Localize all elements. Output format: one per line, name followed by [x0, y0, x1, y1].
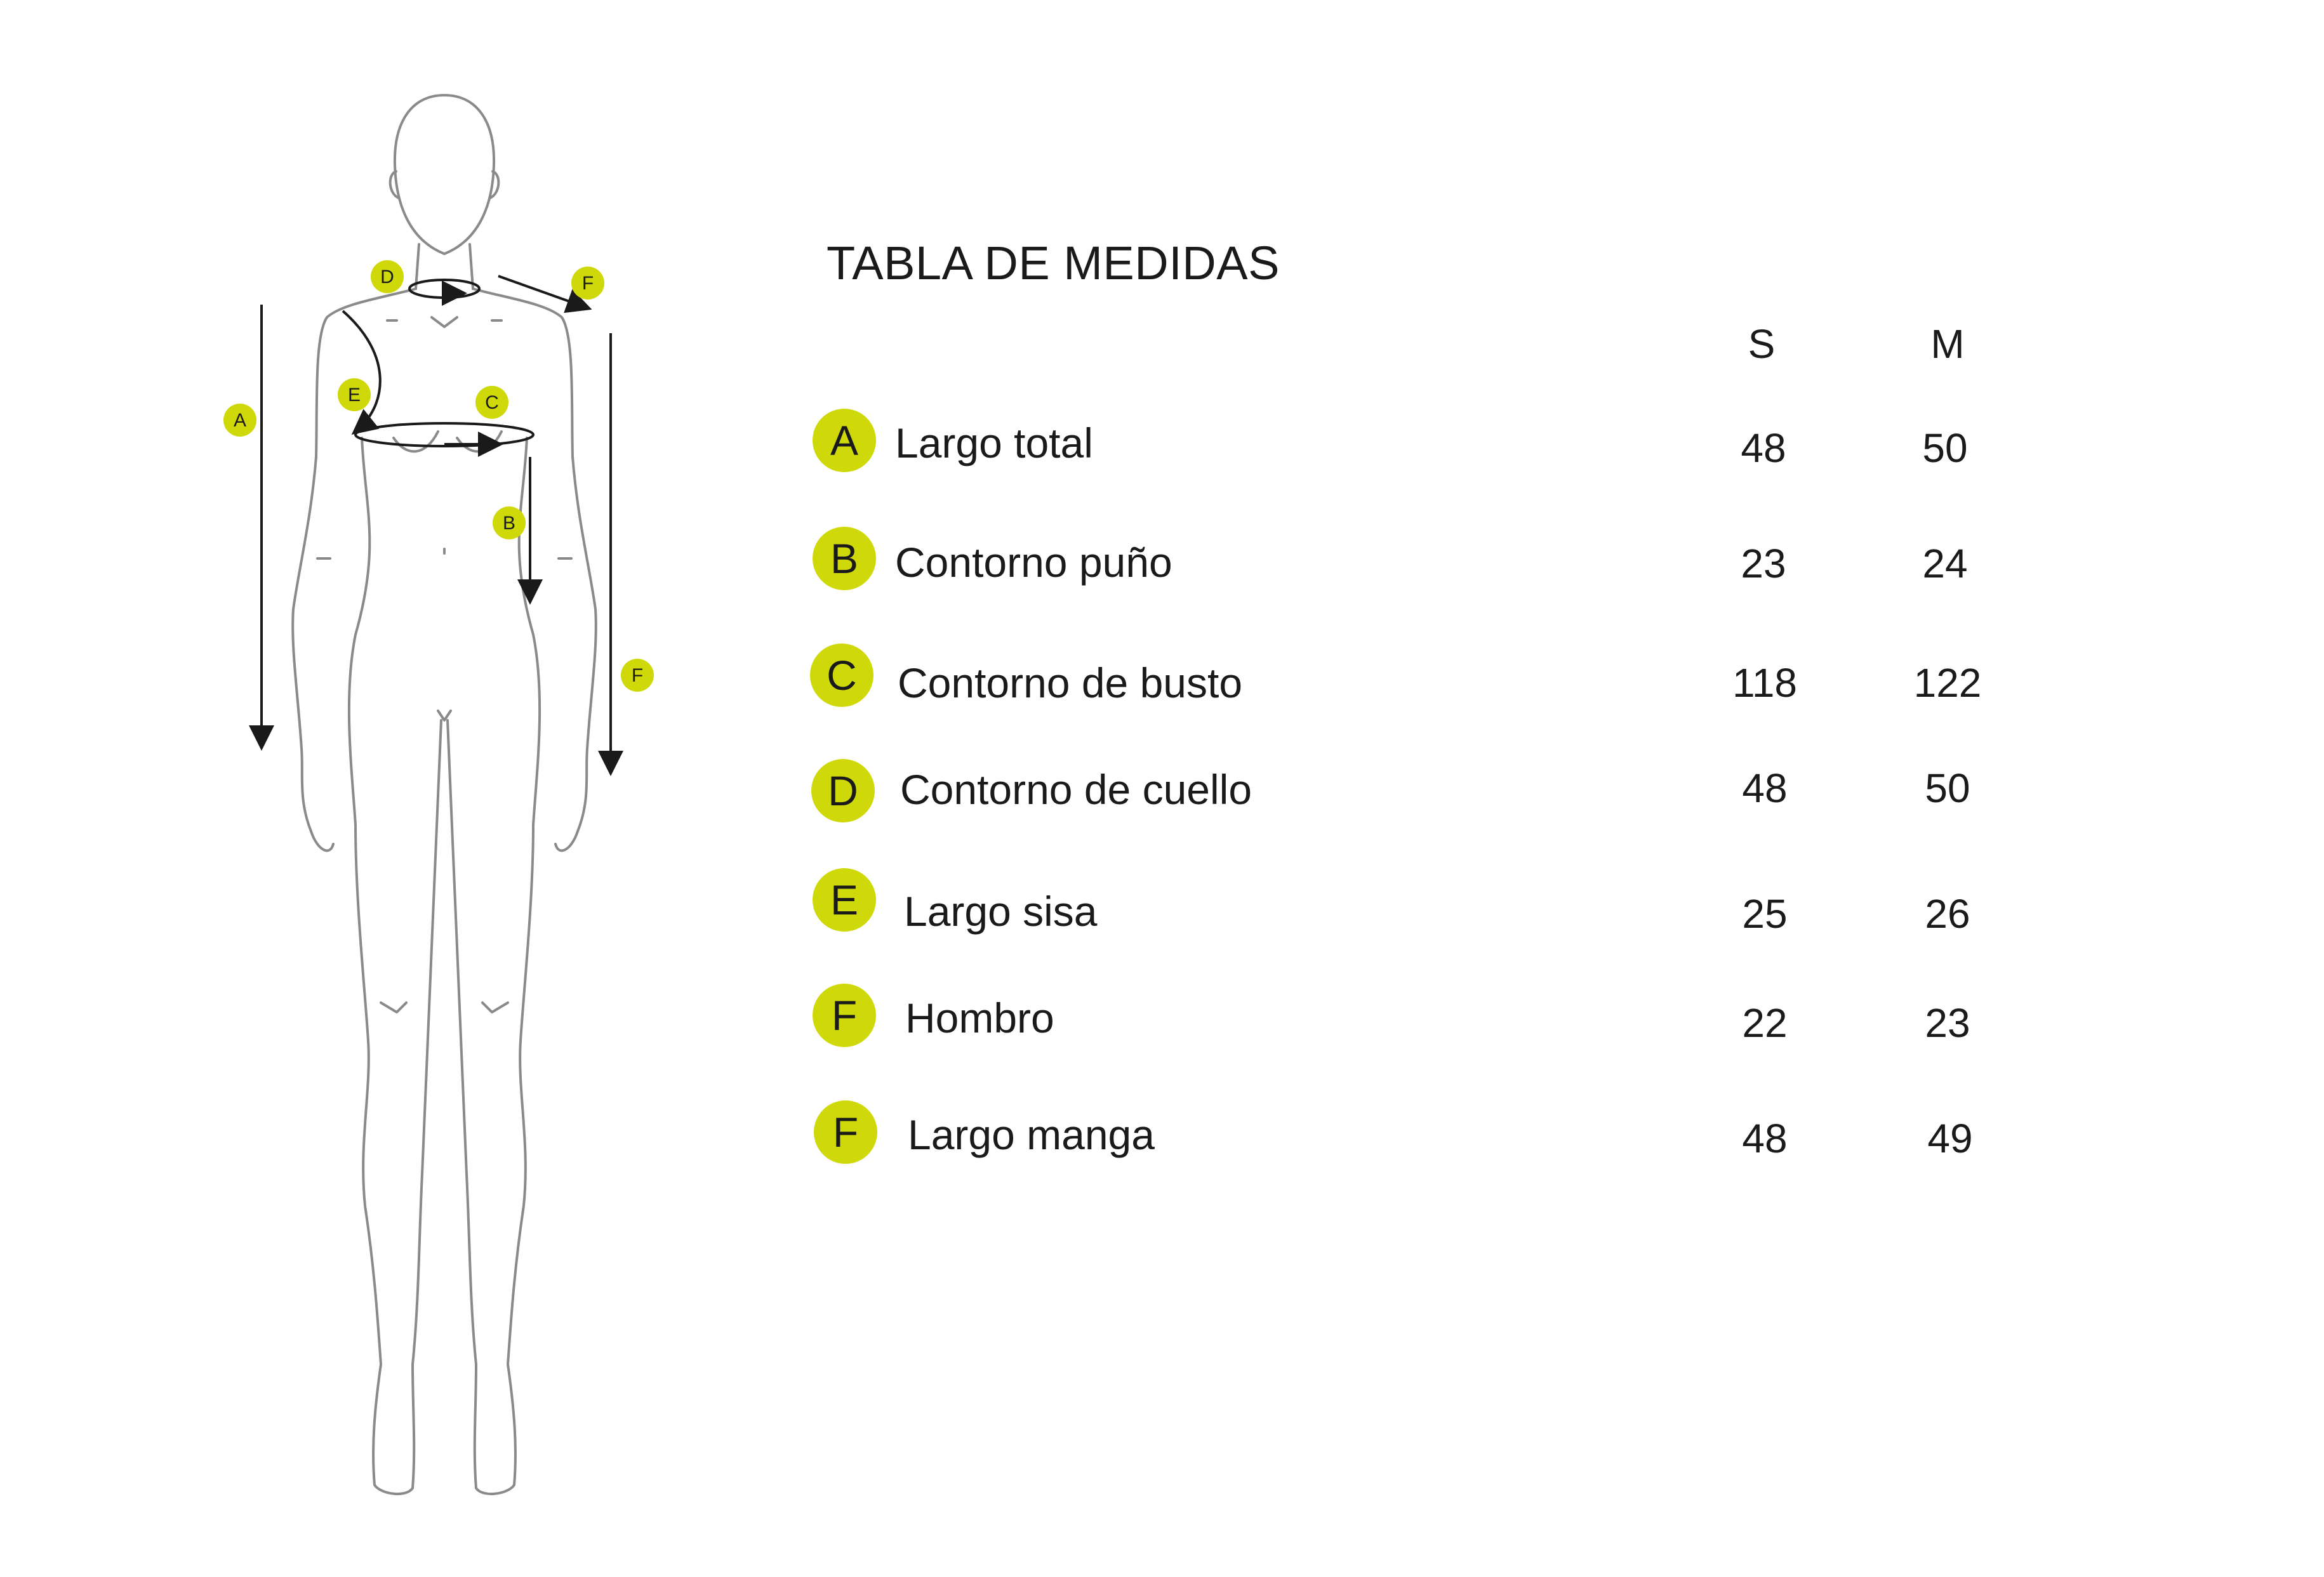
- body-figure: [0, 0, 711, 1574]
- figure-marker-e: [338, 378, 371, 411]
- figure-marker-c: [475, 386, 508, 419]
- value-m: 49: [1927, 1116, 1973, 1161]
- figure-marker-f-shoulder: [571, 267, 604, 300]
- value-s: 48: [1741, 425, 1786, 471]
- value-m: 26: [1925, 891, 1970, 937]
- row-letter-badge: F: [813, 984, 876, 1047]
- svg-text:D: D: [380, 267, 394, 287]
- row-label: Largo total: [895, 419, 1093, 466]
- value-m: 23: [1925, 1000, 1970, 1046]
- svg-text:C: C: [485, 392, 499, 413]
- row-letter-badge: D: [811, 759, 875, 822]
- value-s: 25: [1742, 891, 1788, 937]
- row-label: Contorno puño: [895, 539, 1172, 586]
- row-letter-badge: C: [810, 643, 873, 707]
- row-label: Contorno de busto: [898, 659, 1243, 706]
- svg-text:F: F: [631, 665, 644, 686]
- svg-text:B: B: [502, 513, 516, 534]
- svg-text:E: E: [347, 385, 361, 406]
- figure-marker-b: [493, 506, 526, 539]
- row-label: Hombro: [905, 994, 1054, 1041]
- value-s: 118: [1732, 660, 1798, 706]
- row-letter-badge: B: [813, 527, 876, 590]
- row-letter-badge: A: [813, 409, 876, 472]
- value-s: 48: [1742, 1116, 1788, 1161]
- body-outline: [293, 95, 596, 1494]
- value-s: 22: [1742, 1000, 1788, 1046]
- column-header-m: M: [1930, 321, 1965, 367]
- row-label: Contorno de cuello: [900, 766, 1252, 813]
- page-title: TABLA DE MEDIDAS: [827, 237, 1280, 289]
- figure-marker-d: [371, 260, 404, 293]
- figure-marker-f-sleeve: [621, 659, 654, 692]
- value-m: 24: [1922, 541, 1968, 586]
- value-m: 50: [1925, 765, 1970, 811]
- row-label: Largo manga: [908, 1111, 1155, 1158]
- row-letter-badge: E: [813, 868, 876, 932]
- value-m: 50: [1922, 425, 1968, 471]
- svg-text:F: F: [581, 273, 594, 294]
- row-letter-badge: F: [814, 1100, 877, 1164]
- value-s: 48: [1742, 765, 1788, 811]
- row-label: Largo sisa: [904, 888, 1098, 935]
- column-header-s: S: [1748, 321, 1776, 367]
- figure-marker-a: [223, 404, 256, 437]
- measurement-lines: [262, 276, 611, 771]
- value-s: 23: [1741, 541, 1786, 586]
- svg-text:A: A: [233, 410, 247, 431]
- value-m: 122: [1913, 660, 1982, 706]
